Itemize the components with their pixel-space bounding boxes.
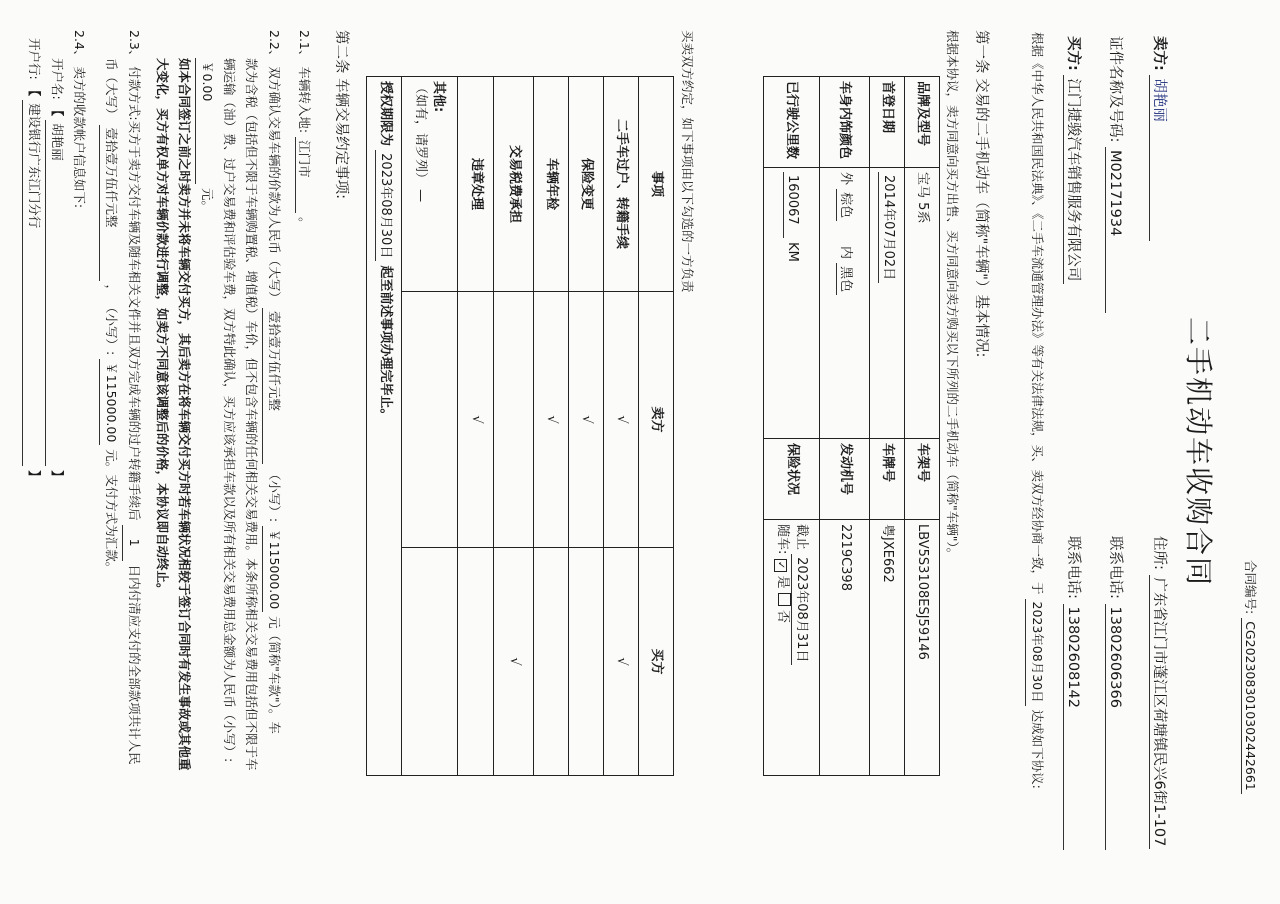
insurance-no-checkbox[interactable] bbox=[778, 593, 791, 606]
seller-line: 卖方: 胡艳丽 bbox=[1149, 36, 1168, 241]
table-row: 已行驶公里数 160067 KM 保险状况 截止 2023年08月31日 随车: ✓ 是 否 bbox=[764, 77, 820, 776]
table-row: 其他: （如有，请罗列） — bbox=[402, 77, 458, 776]
table-row: 违章处理 √ bbox=[458, 77, 494, 776]
table-row: 事项 卖方 买方 bbox=[639, 77, 674, 776]
buyer-phone: 联系电话: 13802608142 bbox=[1063, 536, 1082, 850]
page-title: 二手机动车收购合同 bbox=[1182, 316, 1215, 587]
clause-2-2: 2.2、 双方确认交易车辆的价款为人民币（大写） 壹拾壹万伍仟元整 （小写）: ￥115000.00 元（简称"车款"）。车 款为含税（包括但不限于车辆购置税、增值税）车价，但不包含车辆的任何相关交易费用。本条所称相关交易费用包括但不限于车 辆运输（油）费、过户交易费和评估验车费，双方特此确认，买方应该承担车款以及所有相关交易费用总金额为人民币（小写）: ￥0.00 元。 如本合同签订之前之时卖方并未将车辆交付买方，其后卖方在将车辆交付买方时若车辆状况相较于签订合同时有发生事故或其他重 大变化，买方有权单方对车辆价款进行调整，如卖方不同意该调整后的价格，本协议即自动终止。 bbox=[151, 30, 285, 880]
bank-line: 开户行: 【 建设银行广东江门分行 】 bbox=[22, 30, 45, 880]
clause-2-1: 2.1、 车辆转入地: 江门市 。 bbox=[297, 30, 312, 230]
seller-address: 住所: 广东省江门市蓬江区荷塘镇民兴6街1-107 bbox=[1149, 536, 1168, 849]
buyer-line: 买方: 江门捷骏汽车销售服务有限公司 bbox=[1063, 36, 1082, 284]
article2-title: 第二条 车辆交易约定事项: bbox=[333, 30, 349, 199]
table-row: 交易税费承担 √ bbox=[494, 77, 534, 776]
id-line: 证件名称及号码: M02171934 bbox=[1105, 36, 1124, 313]
vehicle-info-table bbox=[763, 76, 940, 776]
table-row: 保险变更 √ bbox=[569, 77, 604, 776]
insurance-yes-checkbox[interactable]: ✓ bbox=[774, 559, 787, 572]
account-name-line: 开户名: 【 胡艳丽 】 bbox=[45, 30, 68, 880]
table-row: 授权期限为 2023年08月30日 起至前述事项办理完毕止。 bbox=[367, 77, 402, 776]
table-row: 首登日期 2014年07月02日 车牌号 粤JXE662 bbox=[870, 77, 905, 776]
seller-phone: 联系电话: 13802606366 bbox=[1105, 536, 1124, 850]
article1-lead: 根据本协议，卖方同意向买方出售、买方同意向卖方购买以下所列的二手机动车（简称"车辆"）。 bbox=[945, 30, 960, 561]
clause-2-3: 2.3、 付款方式:买方于卖方交付车辆及随车相关文件并且双方完成车辆的过户转籍手续后 1 日内付清应支付的全部款项共计人民 币（大写） 壹拾壹万伍仟元整 ， （小写）: ￥115000.00 元。支付方式为汇款。 bbox=[99, 30, 145, 880]
table-row: 车身内饰颜色 外 棕色 内 黑色 发动机号 2219C398 bbox=[820, 77, 870, 776]
table-row: 车辆年检 √ bbox=[534, 77, 569, 776]
contract-number: 合同编号: CG2023083010302442661 bbox=[1241, 560, 1258, 794]
duties-table bbox=[366, 76, 674, 776]
clause-2-4: 2.4、 卖方的收款帐户信息如下: 开户名: 【 胡艳丽 】 开户行: 【 建设银行广东江门分行 】 bbox=[22, 30, 90, 880]
table-row: 二手车过户、转籍手续 √ √ bbox=[604, 77, 639, 776]
article1-title: 第一条 交易的二手机动车（简称"车辆"）基本情况: bbox=[973, 30, 989, 358]
duties-lead: 买卖双方约定，如下事项由以下勾选的一方负责 bbox=[680, 30, 695, 293]
intro-paragraph: 根据《中华人民共和国民法典》、《二手车流通管理办法》等有关法律法规，买、卖双方经协商一致，于 2023年08月30日 达成如下协议: bbox=[1025, 32, 1048, 882]
table-row: 品牌及型号 宝马 5系 车架号 LBV5S3108ESJ59146 bbox=[905, 77, 940, 776]
